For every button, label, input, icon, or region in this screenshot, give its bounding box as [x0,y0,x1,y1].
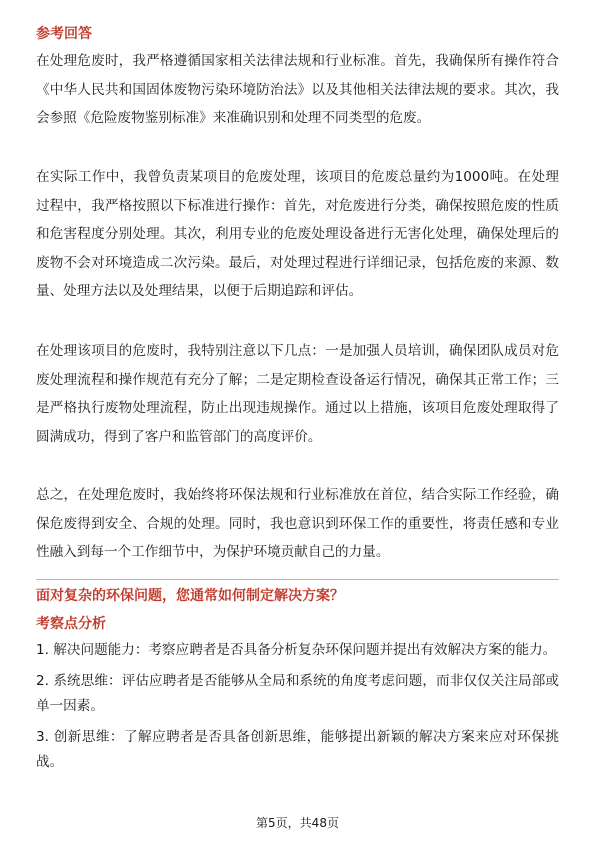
analysis-item-systems-thinking: 2. 系统思维：评估应聘者是否能够从全局和系统的角度考虑问题，而非仅仅关注局部或单一因素。 [36,673,559,714]
reference-answer-heading: 参考回答 [36,26,92,42]
page-number: 第5页，共48页 [256,816,339,830]
answer-paragraph-2: 在实际工作中，我曾负责某项目的危废处理，该项目的危废总量约为1000吨。在处理过程中，我严格按照以下标准进行操作：首先，对危废进行分类，确保按照危废的性质和危害程度分别处理。其次，利用专业的危废处理设备进行无害化处理，确保处理后的废物不会对环境造成二次污染。最后，对处理过程进行详细记录，包括危废的来源、数量、处理方法以及处理结果，以便于后期追踪和评估。 [36,169,559,299]
answer-paragraph-1: 在处理危废时，我严格遵循国家相关法律法规和行业标准。首先，我确保所有操作符合《中华人民共和国固体废物污染环境防治法》以及其他相关法律法规的要求。其次，我会参照《危险废物鉴别标准》来准确识别和处理不同类型的危废。 [36,53,559,126]
analysis-list [36,638,559,781]
answer-paragraph-3: 在处理该项目的危废时，我特别注意以下几点：一是加强人员培训，确保团队成员对危废处理流程和操作规范有充分了解；二是定期检查设备运行情况，确保其正常工作；三是严格执行废物处理流程，防止出现违规操作。通过以上措施，该项目危废处理取得了圆满成功，得到了客户和监管部门的高度评价。 [36,343,559,445]
answer-paragraph-4: 总之，在处理危废时，我始终将环保法规和行业标准放在首位，结合实际工作经验，确保危废得到安全、合规的处理。同时，我也意识到环保工作的重要性，将责任感和专业性融入到每一个工作细节中，为保护环境贡献自己的力量。 [36,487,559,560]
section-divider [36,579,559,580]
analysis-item-problem-solving: 1. 解决问题能力：考察应聘者是否具备分析复杂环保问题并提出有效解决方案的能力。 [36,642,557,658]
interview-question: 面对复杂的环保问题，您通常如何制定解决方案？ [36,588,344,604]
analysis-item-innovation: 3. 创新思维：了解应聘者是否具备创新思维，能够提出新颖的解决方案来应对环保挑战。 [36,729,559,770]
analysis-heading: 考察点分析 [36,616,106,632]
